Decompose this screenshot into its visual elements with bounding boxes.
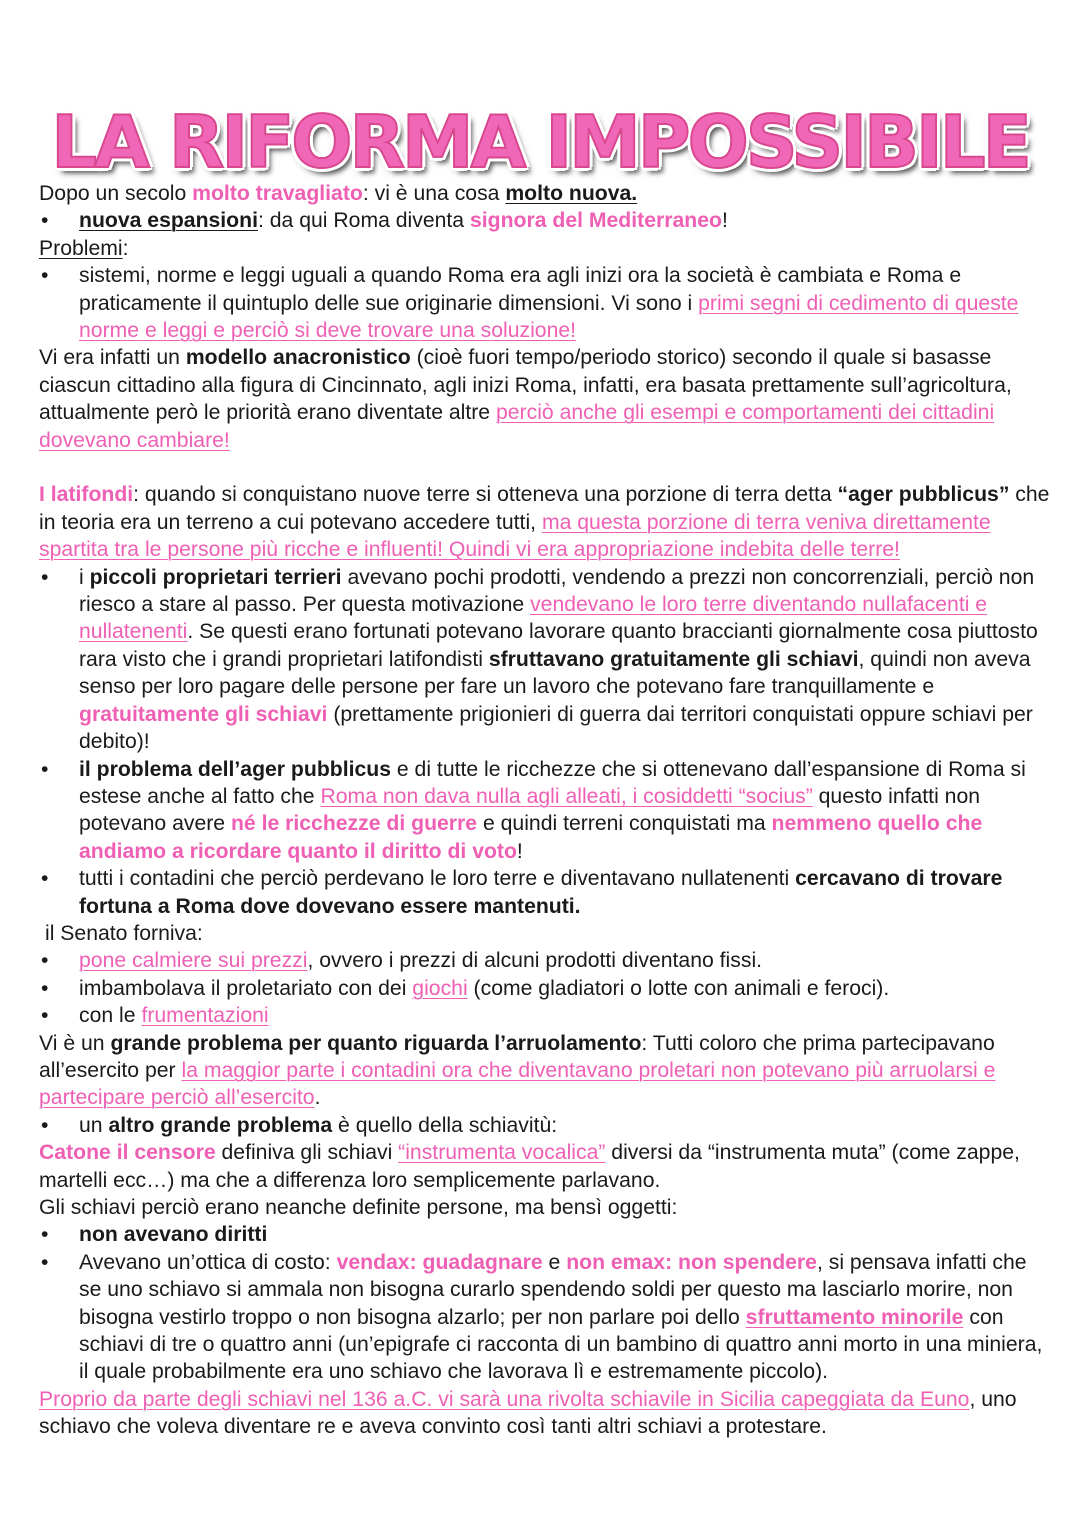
paragraph	[39, 180, 1051, 207]
highlighted-text: Proprio da parte degli schiavi nel 136 a.C. vi sarà una rivolta schiavile in Sicilia capeggiata da Euno	[39, 1387, 970, 1411]
text-run: sistemi, norme e leggi uguali a quando Roma era agli inizi ora la società è cambiata e Roma e praticamente il quintuplo delle sue originarie dimensioni. Vi sono i	[79, 264, 962, 315]
bullet-icon: •	[41, 1223, 49, 1247]
text-run: Vi era infatti un	[39, 346, 186, 370]
bold-text: cercavano di trovare fortuna a Roma dove dovevano essere mantenuti.	[79, 867, 1003, 918]
bold-text: modello anacronistico	[185, 346, 411, 370]
highlighted-text: vendax: guadagnare	[336, 1250, 543, 1274]
bullet-item	[39, 756, 1051, 866]
paragraph	[39, 1139, 1051, 1194]
highlighted-text: gratuitamente gli schiavi	[79, 702, 328, 726]
bold-text: “ager pubblicus”	[837, 483, 1010, 507]
paragraph	[39, 1194, 1051, 1221]
bullet-icon: •	[41, 757, 49, 781]
bullet-item	[39, 207, 1051, 234]
text-run: :	[122, 236, 129, 260]
text-run: .	[314, 1086, 321, 1110]
text-run: e di tutte le ricchezze che si ottenevano dall’espansione di Roma si estese anche al fatto che	[79, 757, 1026, 808]
text-run: i	[79, 565, 90, 589]
bullet-icon: •	[41, 976, 49, 1000]
text-run: Gli schiavi perciò erano neanche definite persone, ma bensì oggetti:	[39, 1196, 678, 1220]
bullet-icon: •	[41, 1004, 49, 1028]
bullet-item	[39, 975, 1051, 1002]
text-run: : da qui Roma diventa	[257, 209, 470, 233]
text-run: Vi è un	[39, 1031, 111, 1055]
highlighted-text: nemmeno quello che andiamo a ricordare quanto il diritto di voto	[79, 812, 983, 863]
highlighted-text: “instrumenta vocalica”	[398, 1141, 606, 1165]
bullet-item	[39, 1112, 1051, 1139]
paragraph	[39, 1030, 1051, 1112]
text-run: avevano pochi prodotti, vendendo a prezzi non concorrenziali, perciò non riesco a stare al passo. Per questa motivazione	[79, 565, 1035, 617]
bold-text: altro grande problema	[108, 1113, 333, 1137]
highlighted-text: Roma non dava nulla agli alleati, i cosiddetti “socius”	[320, 784, 813, 808]
text-run: !	[516, 839, 523, 863]
text-run: , quindi non aveva senso per loro pagare delle persone per fare un lavoro che potevano fare tranquillamente e	[79, 647, 1031, 699]
highlighted-text: sfruttamento minorile	[745, 1305, 964, 1329]
bullet-icon: •	[41, 867, 49, 891]
bullet-icon: •	[41, 1113, 49, 1137]
text-run: (cioè fuori tempo/periodo storico) secondo il quale si basasse ciascun cittadino alla figura di Cincinnato, agli inizi Roma, infatti, era basata prettamente sull’agricoltura, attualmente però le priorità erano diventate altre	[39, 346, 1012, 425]
highlighted-text: I latifondi	[39, 483, 134, 507]
bold-text: il problema dell’ager pubblicus	[79, 757, 391, 781]
bold-text: molto nuova.	[505, 182, 638, 205]
text-run: è quello della schiavitù:	[332, 1113, 558, 1137]
bold-text: nuova espansioni	[79, 209, 258, 233]
bullet-item	[39, 865, 1051, 920]
text-run: e	[542, 1250, 567, 1274]
bullet-item	[39, 262, 1051, 344]
text-run: Avevano un’ottica di costo:	[79, 1250, 337, 1274]
bold-text: non avevano diritti	[79, 1223, 268, 1247]
text-run: : Tutti coloro che prima partecipavano all’esercito per	[39, 1031, 995, 1082]
bullet-item	[39, 564, 1051, 756]
text-run: , ovvero i prezzi di alcuni prodotti diventano fissi.	[307, 949, 763, 973]
bullet-item	[39, 1221, 1051, 1248]
highlighted-text: primi segni di cedimento di queste norme e leggi e perciò si deve trovare una soluzione!	[79, 291, 1019, 343]
highlighted-text: pone calmiere sui prezzi	[79, 949, 308, 973]
bullet-icon: •	[41, 565, 49, 589]
bold-text: grande problema per quanto riguarda l’arruolamento	[110, 1031, 642, 1055]
paragraph-spacer	[39, 454, 1051, 481]
highlighted-text: perciò anche gli esempi e comportamenti dei cittadini dovevano cambiare!	[39, 401, 995, 452]
highlighted-text: né le ricchezze di guerre	[230, 812, 478, 836]
paragraph	[39, 1386, 1051, 1441]
bullet-icon: •	[41, 1250, 49, 1274]
text-run: e quindi terreni conquistati ma	[477, 812, 772, 836]
text-run: con le	[79, 1004, 142, 1028]
highlighted-text: signora del Mediterraneo	[469, 209, 722, 233]
bullet-item	[39, 1002, 1051, 1029]
bold-text: piccoli proprietari terrieri	[89, 565, 342, 589]
highlighted-text: la maggior parte i contadini ora che diventavano proletari non potevano più arruolarsi e partecipare perciò all’esercito	[39, 1058, 996, 1110]
bold-text: sfruttavano gratuitamente gli schiavi	[488, 647, 859, 671]
highlighted-text: molto travagliato	[192, 182, 363, 205]
highlighted-text: Catone il censore	[39, 1141, 216, 1165]
text-run: tutti i contadini che perciò perdevano le loro terre e diventavano nullatenenti	[79, 867, 796, 891]
paragraph	[39, 481, 1051, 563]
text-run: , si pensava infatti che se uno schiavo si ammala non bisogna curarlo spendendo soldi per questo ma lasciarlo morire, non bisogna vestirlo troppo o non bisogna alzarlo; per non parlare poi dello	[79, 1250, 1027, 1329]
document-body	[39, 180, 1051, 1441]
text-run: : vi è una cosa	[362, 182, 506, 205]
text-run: Problemi	[39, 236, 123, 260]
text-run: (prettamente prigionieri di guerra dai territori conquistati oppure schiavi per debito)!	[79, 702, 1033, 754]
paragraph	[39, 344, 1051, 454]
text-run: un	[79, 1113, 109, 1137]
text-run: diversi da “instrumenta muta” (come zappe, martelli ecc…) ma che a differenza loro semplicemente parlavano.	[39, 1141, 1020, 1192]
highlighted-text: frumentazioni	[141, 1004, 269, 1028]
bullet-item	[39, 1249, 1051, 1386]
highlighted-text: non emax: non spendere	[566, 1250, 817, 1274]
text-run: il Senato forniva:	[45, 921, 203, 945]
highlighted-text: ma questa porzione di terra veniva direttamente spartita tra le persone più ricche e influenti! Quindi vi era appropriazione indebita delle terre!	[39, 510, 991, 562]
highlighted-text: giochi	[412, 976, 468, 1000]
bullet-item	[39, 947, 1051, 974]
text-run: . Se questi erano fortunati potevano lavorare quanto braccianti giornalmente cosa piuttosto rara visto che i grandi proprietari latifondisti	[79, 620, 1038, 671]
highlighted-text: vendevano le loro terre diventando nullafacenti e nullatenenti	[79, 593, 988, 644]
text-run: con schiavi di tre o quattro anni (un’epigrafe ci racconta di un bambino di quattro anni morto in una miniera, il quale probabilmente era uno schiavo che lavorava lì e estremamente piccolo).	[79, 1305, 1043, 1384]
bullet-icon: •	[41, 264, 49, 288]
paragraph	[39, 920, 1051, 947]
text-run: Dopo un secolo	[39, 182, 193, 205]
page-title: LA RIFORMA IMPOSSIBILE	[51, 100, 1029, 185]
text-run: !	[721, 209, 728, 233]
paragraph	[39, 235, 1051, 262]
text-run: (come gladiatori o lotte con animali e feroci).	[467, 976, 890, 1000]
text-run: imbambolava il proletariato con dei	[79, 976, 413, 1000]
text-run: questo infatti non potevano avere	[79, 784, 981, 836]
bullet-icon: •	[41, 949, 49, 973]
text-run: : quando si conquistano nuove terre si otteneva una porzione di terra detta	[133, 483, 838, 507]
bullet-icon: •	[41, 209, 49, 233]
text-run: definiva gli schiavi	[215, 1141, 399, 1165]
text-run: , uno schiavo che voleva diventare re e aveva convinto così tanti altri schiavi a protestare.	[39, 1387, 1017, 1439]
text-run: che in teoria era un terreno a cui potevano accedere tutti,	[39, 483, 1050, 534]
